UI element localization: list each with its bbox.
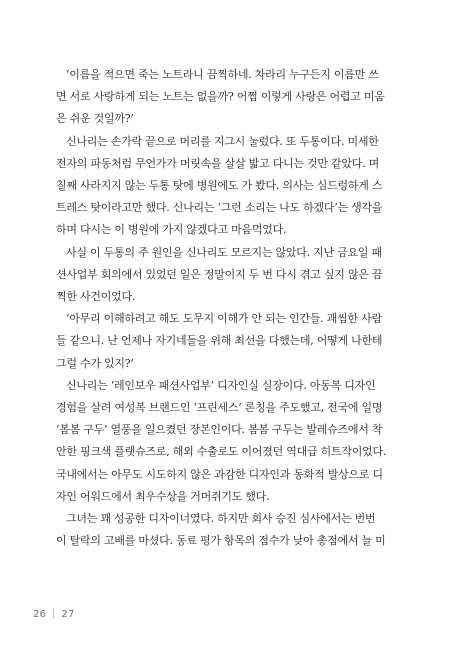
page-number-left: 26 <box>33 609 47 620</box>
text-line: 면 서로 사랑하게 되는 노트는 없을까? 어쩜 이렇게 사랑은 어렵고 미움 <box>56 90 385 104</box>
text-line: 그녀는 꽤 성공한 디자이너였다. 하지만 회사 승진 심사에서는 번번 <box>66 512 376 526</box>
text-line: 은 쉬운 것일까?’ <box>56 112 134 126</box>
text-line: 신나리는 손가락 끝으로 머리를 지그시 눌렀다. 또 두통이다. 미세한 <box>66 134 379 148</box>
text-line: 신나리는 ‘레인보우 패션사업부’ 디자인실 실장이다. 아동복 디자인 <box>66 378 376 392</box>
text-line: 트레스 탓이라고만 했다. 신나리는 ‘그런 소리는 나도 하겠다’는 생각을 <box>56 201 383 215</box>
page-number-divider <box>53 608 54 618</box>
text-line: 그럴 수가 있지?’ <box>56 356 134 370</box>
paragraph <box>56 308 418 375</box>
page-number-right: 27 <box>61 609 75 620</box>
text-line: 이 탈락의 고배를 마셨다. 동료 평가 항목의 점수가 낮아 총점에서 늘 미 <box>56 534 386 548</box>
text-line: 션사업부 회의에서 있었던 일은 정말이지 두 번 다시 겪고 싶지 않은 끔 <box>56 267 383 281</box>
text-line: ‘아무리 이해하려고 해도 도무지 이해가 안 되는 인간들. 괘씸한 사람 <box>66 312 382 326</box>
text-line: 전자의 파동처럼 무언가가 머릿속을 살살 밟고 다니는 것만 같았다. 며 <box>56 156 379 170</box>
text-line: 경험을 살려 여성복 브랜드인 ‘프린세스’ 론칭을 주도했고, 전국에 일명 <box>56 401 383 415</box>
text-line: 들 같으니. 난 언제나 자기네들을 위해 최선을 다했는데, 어떻게 나한테 <box>56 334 383 348</box>
body-text <box>56 64 418 552</box>
text-line: 사실 이 두통의 주 원인을 신나리도 모르지는 않았다. 지난 금요일 패 <box>66 245 382 259</box>
text-line: 칠째 사라지지 않는 두통 탓에 병원에도 가 봤다. 의사는 심드렁하게 스 <box>56 179 383 193</box>
page-numbers <box>33 608 75 620</box>
text-line: 하며 다시는 이 병원에 가지 않겠다고 마음먹었다. <box>56 223 287 237</box>
text-line: ‘이름을 적으면 죽는 노트라니 끔찍하네. 차라리 누구든지 이름만 쓰 <box>66 68 379 81</box>
text-line: 자인 어워드에서 최우수상을 거머쥐기도 했다. <box>56 489 270 503</box>
text-line: 찍한 사건이었다. <box>56 290 136 304</box>
text-line: ‘봄봄 구두’ 열풍을 일으켰던 장본인이다. 봄봄 구두는 발레슈즈에서 착 <box>56 423 383 437</box>
paragraph <box>56 242 418 309</box>
paragraph <box>56 64 418 131</box>
paragraph <box>56 508 418 552</box>
text-line: 국내에서는 아무도 시도하지 않은 과감한 디자인과 동화적 발상으로 디 <box>56 467 383 481</box>
paragraph <box>56 375 418 508</box>
paragraph <box>56 131 418 242</box>
text-line: 안한 핑크색 플랫슈즈로, 해외 수출로도 이어졌던 역대급 히트작이었다. <box>56 445 387 459</box>
